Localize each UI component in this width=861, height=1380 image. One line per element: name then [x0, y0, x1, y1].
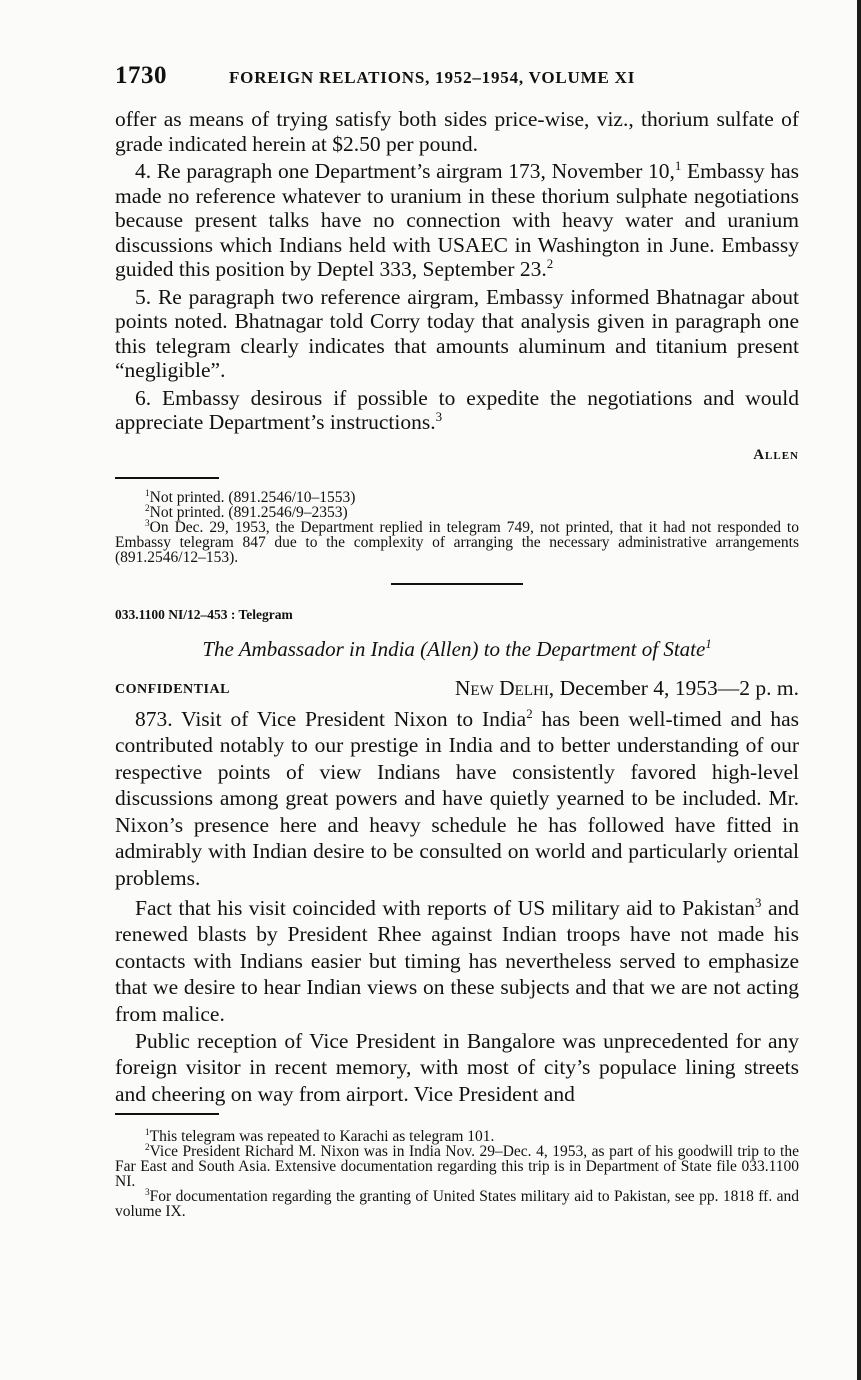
running-header: [115, 62, 799, 94]
footnote-marker: 3: [435, 409, 443, 424]
footnote-marker: 1: [705, 636, 712, 651]
paragraph: Public reception of Vice President in Bangalore was unprecedented for any foreign visitor in recent memory, with most of city’s populace lining streets and cheering on way from airport. Vice President and: [115, 1028, 799, 1106]
footnote: $^2$Vice President Richard M. Nixon was in India Nov. 29–Dec. 4, 1953, as part of his goodwill trip to the Far East and South Asia. Extensive documentation regarding this trip is in Department of State file 033.1100 NI.: [115, 1143, 799, 1191]
dateline: [115, 676, 799, 704]
footnotes: [115, 490, 799, 565]
running-title: FOREIGN RELATIONS, 1952–1954, VOLUME XI: [229, 68, 636, 87]
file-id: 033.1100 NI/12–453 : Telegram: [115, 606, 293, 622]
paragraph: 6. Embassy desirous if possible to expedite the negotiations and would appreciate Department’s instructions.$^3$: [115, 385, 799, 434]
place-date: [455, 676, 799, 701]
footnote: $^3$On Dec. 29, 1953, the Department replied in telegram 749, not printed, that it had not responded to Embassy telegram 847 due to the complexity of arranging the necessary administrative arrangements (891.2546/12–153).: [115, 518, 799, 566]
paragraph: offer as means of trying satisfy both sides price-wise, viz., thorium sulfate of grade indicated herein at $2.50 per pound.: [115, 107, 799, 156]
footnote: $^1$This telegram was repeated to Karachi as telegram 101.: [145, 1128, 495, 1146]
page-number: 1730: [115, 62, 167, 89]
date: December 4, 1953—2 p. m.: [559, 675, 799, 700]
footnote: $^2$Not printed. (891.2546/9–2353): [145, 503, 348, 521]
place: New Delhi,: [454, 675, 555, 700]
footnote: $^1$Not printed. (891.2546/10–1553): [145, 488, 356, 506]
paragraph: 4. Re paragraph one Department’s airgram 173, November 10,$^1$ Embassy has made no reference whatever to uranium in these thorium sulphate negotiations because present talks have no connection with heavy water and uranium discussions which Indians held with USAEC in Washington in June. Embassy guided this position by Deptel 333, September 23.$^2$: [115, 158, 799, 281]
document-title: The Ambassador in India (Allen) to the Department of State$^1$: [202, 636, 712, 661]
document-separator: [391, 583, 523, 585]
footnote: $^3$For documentation regarding the granting of United States military aid to Pakistan, see pp. 1818 ff. and volume IX.: [115, 1188, 799, 1221]
footnote-marker: 3: [755, 895, 762, 910]
paragraph: 5. Re paragraph two reference airgram, Embassy informed Bhatnagar about points noted. Bhatnagar told Corry today that analysis given in paragraph one this telegram clearly indicates that amounts aluminum and titanium present “negligible”.: [115, 284, 799, 382]
classification: CONFIDENTIAL: [115, 681, 230, 697]
document-text: [115, 706, 799, 1108]
previous-document-text: [115, 107, 799, 435]
footnote-marker: 2: [526, 706, 533, 721]
paragraph: Fact that his visit coincided with reports of US military aid to Pakistan$^3$ and renewed blasts by President Rhee against Indian troops have not made his contacts with Indians easier but timing has nevertheless served to emphasize that we desire to hear Indian views on these subjects and that we are not acting from malice.: [115, 895, 799, 1027]
paragraph: 873. Visit of Vice President Nixon to India$^2$ has been well-timed and has contributed notably to our prestige in India and to better understanding of our respective points of view Indians have consistently favored high-level discussions among great powers and have quietly yearned to be included. Mr. Nixon’s presence here and heavy schedule he has followed have fitted in admirably with Indian desire to be consulted on world and particularly oriental problems.: [115, 706, 800, 891]
signature: Allen: [753, 446, 799, 463]
footnote-marker: 1: [674, 158, 682, 173]
footnote-rule: [115, 477, 219, 479]
footnote-marker: 2: [546, 256, 554, 271]
footnote-rule: [115, 1113, 219, 1115]
page-content: [115, 62, 799, 1219]
footnotes: [115, 1129, 799, 1219]
